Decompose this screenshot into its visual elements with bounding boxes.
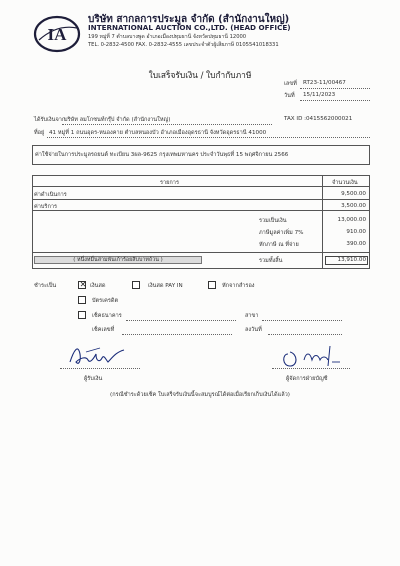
- company-contact: TEL. 0-2832-4500 FAX. 0-2832-4555 เลขประจำตัวผู้เสียภาษี 0105541018331: [88, 42, 279, 48]
- branch-label: สาขา: [245, 313, 259, 319]
- row-2-amount: 3,500.00: [341, 203, 366, 209]
- row-1-item: ค่าดำเนินการ: [34, 192, 67, 198]
- row-1-amount: 9,500.00: [341, 191, 366, 197]
- customer-address: 41 หมู่ที่ 1 ถนนอุดร-หนองคาย ตำบลหนองบัว อำเภอเมืองอุดรธานี จังหวัดอุดรธานี 41000: [49, 130, 267, 136]
- grand-total-label: รวมทั้งสิ้น: [259, 258, 283, 264]
- cheque-bank-label: เช็คธนาคาร: [92, 313, 122, 319]
- logo-text: IA: [47, 25, 67, 44]
- cheque-checkbox[interactable]: [78, 311, 86, 319]
- doc-date-label: วันที่: [284, 93, 295, 99]
- withholding-checkbox[interactable]: [208, 281, 216, 289]
- subtotal-amount: 13,000.00: [337, 217, 366, 223]
- check-x-icon: ✕: [79, 280, 87, 289]
- vat-amount: 910.00: [346, 229, 366, 235]
- col-amount-header: จำนวนเงิน: [332, 180, 358, 186]
- doc-no-label: เลขที่: [284, 81, 297, 87]
- cheque-date-label: ลงวันที่: [245, 327, 262, 333]
- company-name-en: INTERNATIONAL AUCTION CO.,LTD. (HEAD OFFICE): [88, 23, 291, 32]
- items-table: [32, 175, 370, 269]
- doc-date-value: 15/11/2023: [303, 92, 336, 98]
- company-address: 199 หมู่ที่ 7 ตำบลบางพูด อำเภอเมืองปทุมธานี จังหวัดปทุมธานี 12000: [88, 34, 247, 40]
- customer-name: บริษัท ลมโกซนท์กรุ๊ป จำกัด (สำนักงานใหญ่): [64, 117, 171, 123]
- pay-in-label: เงินสด PAY IN: [148, 283, 183, 289]
- pay-in-checkbox[interactable]: [132, 281, 140, 289]
- company-logo: [33, 14, 83, 54]
- row-2-item: ค่าบริการ: [34, 204, 57, 210]
- credit-card-checkbox[interactable]: [78, 296, 86, 304]
- amount-in-words: ( หนึ่งหมื่นสามพันเก้าร้อยสิบบาทถ้วน ): [34, 256, 202, 264]
- footnote: (กรณีชำระด้วยเช็ค ใบเสร็จรับเงินนี้จะสมบูรณ์ได้ต่อเมื่อเรียกเก็บเงินได้แล้ว): [110, 392, 290, 398]
- payment-label: ชำระเป็น: [34, 283, 57, 289]
- cheque-no-label: เช็คเลขที่: [92, 327, 115, 333]
- credit-card-label: บัตรเครดิต: [92, 298, 119, 304]
- subtotal-label: รวมเป็นเงิน: [259, 218, 287, 224]
- grand-total-amount: 13,910.00: [337, 257, 366, 263]
- vat-label: ภาษีมูลค่าเพิ่ม 7%: [259, 230, 304, 236]
- receiver-label: ผู้รับเงิน: [84, 376, 103, 382]
- address-label: ที่อยู่: [34, 130, 45, 136]
- received-from-label: ได้รับเงินจาก: [34, 117, 66, 123]
- document-title: ใบเสร็จรับเงิน / ใบกำกับภาษี: [148, 70, 252, 80]
- tax-id-label: TAX ID :: [284, 116, 307, 122]
- authorized-signature: [278, 340, 346, 370]
- withholding-amount: 390.00: [346, 241, 366, 247]
- authorized-label: ผู้จัดการฝ่ายบัญชี: [286, 376, 328, 382]
- description-text: ค่าใช้จ่ายในการประมูลรถยนต์ ทะเบียน 3ผล-9625 กรุงเทพมหานคร ประจำวันพุธที่ 15 พฤศจิกายน 2566: [35, 152, 289, 158]
- company-name-th: บริษัท สากลการประมูล จำกัด (สำนักงานใหญ่): [88, 14, 290, 25]
- doc-no-value: RT23-11/00467: [303, 80, 346, 86]
- withholding-pay-label: หักจากสำรอง: [222, 283, 255, 289]
- cash-checkbox[interactable]: [78, 281, 86, 289]
- cash-label: เงินสด: [90, 283, 106, 289]
- withholding-label: หักภาษี ณ ที่จ่าย: [259, 242, 299, 248]
- receiver-signature: [66, 340, 128, 370]
- col-item-header: รายการ: [160, 180, 179, 186]
- tax-id-value: 0415562000021: [306, 116, 353, 122]
